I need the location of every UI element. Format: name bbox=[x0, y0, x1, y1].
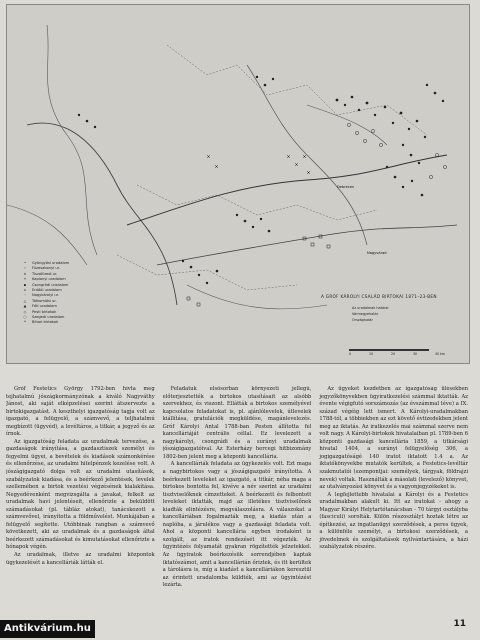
legend-border-estate: Az uradalmak határai bbox=[352, 306, 389, 310]
legend-symbol: × bbox=[23, 271, 27, 276]
map-title: A GRÓF KÁROLYI CSALÁD BIRTOKAI 1871–23-BEN bbox=[321, 294, 437, 299]
legend-symbol: + bbox=[23, 277, 27, 282]
scale-tick: 40 km bbox=[434, 352, 445, 356]
paragraph: Az uradalmak, illetve az uradalmi központok ügykezelését a kancelláriák látták el. bbox=[6, 552, 155, 566]
scale-tick: 30 bbox=[412, 352, 418, 356]
legend-symbol: ◇ bbox=[23, 309, 27, 314]
text-column-2 bbox=[163, 386, 312, 618]
legend-symbol: • bbox=[23, 261, 27, 265]
legend-label: Pesti birtokok bbox=[32, 309, 57, 314]
legend-symbol: ▪ bbox=[23, 282, 27, 287]
scale-tick: 20 bbox=[390, 352, 396, 356]
legend-item bbox=[21, 320, 121, 325]
legend-border-county: Vármegyehatár bbox=[352, 312, 379, 316]
text-column-3 bbox=[319, 386, 468, 618]
legend-symbol: ▫ bbox=[23, 287, 27, 292]
legend-label: Szegedi uradalom bbox=[32, 314, 65, 319]
legend-label: Csongrádi uradalom bbox=[32, 282, 69, 287]
city-label-nagyvarad: Nagyvárad bbox=[367, 251, 387, 255]
body-text bbox=[6, 386, 468, 618]
legend-label: Fóti uradalom bbox=[32, 304, 57, 309]
legend-symbol: * bbox=[24, 320, 26, 325]
paragraph: Gróf Festetics György 1792-ben hívta meg tejhatalmú jószágkormányzónak a kiváló Nagyváthy Jánost, aki saját elképzelései szerint átszervezte a birtokigazgatást. A keszthelyi igazgatóság tagja volt az igazgató, a felügyelő, a számvevő, a teljhatalmú megbízott (ügyvéd), a levéltáros, a titkár, a jegyző és az írnok. bbox=[6, 386, 155, 438]
page-number: 11 bbox=[453, 619, 466, 629]
scale-tick: 10 bbox=[368, 352, 374, 356]
legend-symbol: ∘ bbox=[23, 266, 27, 271]
scale-bar bbox=[349, 349, 429, 351]
legend-symbol: ○ bbox=[23, 314, 27, 319]
map-scale bbox=[349, 349, 445, 355]
legend-label: Bihari birtokok bbox=[32, 320, 59, 325]
map-legend-borders bbox=[352, 305, 462, 323]
legend-label: Tótkomlósi ur. bbox=[32, 298, 57, 303]
legend-label: Gyöngyösi uradalom bbox=[32, 261, 70, 265]
paragraph: Az ügyeket kezdetben az igazgatóság ülésekben jegyzőkönyvekben ügyiratkezelési számmal iktatták. Az évente végigfutó sorszámozás (az évszámmal téve) a IX. század végéig lett ismert. A Károlyi-uradalmakban 1788-tól, a többiekben az ezt követő évtizedekben jelent meg az iktatás. Az iratkezelés mai számmal szerve nem volt nagy. A Károlyi-birtokok hivatalaiban pl. 1789-ben 6 központi gazdasági kancellária 1859, a titkársági hivatal 1404, a surányi felügyelőség 306, a jogigazgatóságé 140 iratot iktatott 1.4 a. Az iktatókönyvekbe mutatók kerültek, a Festetics-levéltár szakmutatói (szempontjai: személyek, tárgyak, földrajzi nevek) voltak. Használták a másolati (levelező) könyvet, az utalványozási könyvet és a vagyonjegyzékeket is. bbox=[319, 386, 469, 491]
legend-label: Tiszafüredi ur. bbox=[32, 271, 58, 276]
estate-map bbox=[6, 4, 470, 364]
watermark-logo: Antikvárium.hu bbox=[0, 620, 95, 638]
paragraph: Az igazgatóság feladata az uradalmak tervezése, a gazdaságok irányítása, a gazdasztiszek személyi és fegyelmi ügyei, a bevételek és kiadások számonkérése és ellenőrzése, az uradalmi hitelpénzek kezelése volt. A jószágigazgató dolga volt az uradalmi utasítások, szabályzatok kiadása, és a beérkező jelentések, levelek szellemében a birtok vezetési végzésének kialakítása. Negyedévenként megvizsgálta a javakat, felkelt az uradalmak havi jelentéseit, ellenőrizte a beküldött számadásokat (pl. tábláz atokat), tanácskozott a számvevővel, irányította a földművelést. Munkájában a felügyelő segítette. Utóbbinak rangban a számvevő következett, aki az uradalmak és a gazdaságok által beérkezett számadásokat és kimutatásokat ellenőrizte a hónapok végén. bbox=[6, 438, 155, 551]
legend-label: Füzesabonyi ur. bbox=[32, 266, 60, 271]
legend-symbol: ▲ bbox=[23, 304, 27, 309]
paragraph: A legfejlettebb hivatalai a Károlyi és a Festetics uradalmakban alakult ki. Itt az iratokat - ahogy a Magyar Királyi Helytartótanácsban - 70 tárgyi osztályba (fasciculi) sorolták. Külön részosztályt hoztak létre az építkezési, az ingatlanügyi szerződések, a peres ügyek, a különféle személyi, a birtokosi szerződések, a jövedelmek és szolgáltatások nyilvántartására, a házi szabályzatok részére. bbox=[319, 491, 469, 551]
legend-border-country: Országhatár bbox=[352, 318, 373, 322]
scale-tick: 0 bbox=[349, 352, 352, 356]
legend-label: Kaplonyi uradalom bbox=[32, 277, 66, 282]
legend-symbol: ◦ bbox=[23, 293, 27, 298]
legend-label: Nagykárolyi ur. bbox=[32, 293, 59, 298]
map-legend bbox=[21, 261, 121, 326]
paragraph: Feladatuk elsősorban környezeti jellegű, előterjesztették a birtokos utasításait az alsóbb szervekhez, és viszont. Ellátták a birtokos személyével kapcsolatos feladatokat is, pl. ajánlólevelek, útlevelek kiállítása, gratulációk megküldése, magánlevelezés. Gróf Károlyi Antal 1788-ban Pesten állította fel kancelláriáját centrális céllal. Ez levelezett a nagykárolyi, csongrádi és a surányi uradalmak jószágigazgatóival. Az Esterházy hercegi hitbizomány 1802-ben jelent meg a központi kancellária. bbox=[162, 386, 312, 460]
legend-symbol: △ bbox=[23, 298, 27, 303]
city-label-debrecen: Debrecen bbox=[337, 185, 355, 189]
text-column-1 bbox=[6, 386, 155, 618]
legend-label: Erdődi uradalom bbox=[32, 287, 62, 292]
paragraph: A kancelláriák feladata az ügykezelés volt. Ezt maga a nagybirtokos vagy a jószágigazgató irányította. A beérkezett leveleket az igazgató, a titkár, néha maga a birtokos bontotta fel, kivéve a név szerint az uradalmi tisztviselőknek címzetteket. A beérkezett és felbontott leveleket iktatták, majd az illetékes tisztviselőnek kiadták elintézésre, megválaszolásra. A válaszokat a kancelláriában fogalmazták meg, a kiadás után a naplóba, a járulékos vagy a gazdasági feladata volt. Ahol a központi kancellária egyben irodaként is szolgált, az iratok rendezését itt végezték. Az ügyintézés folyamatát gyakran rögzítették jelzetekkel. Az ügyiratok beérkezésük sorrendjében kaptak iktatószámot, amit a kancellárián őriztek, és itt kerültek a tárolásra is, míg a kiadást a kancelláriákon keresztül az érintett uradalomba küldték, ami az ügyintézést lezárta. bbox=[162, 461, 312, 589]
